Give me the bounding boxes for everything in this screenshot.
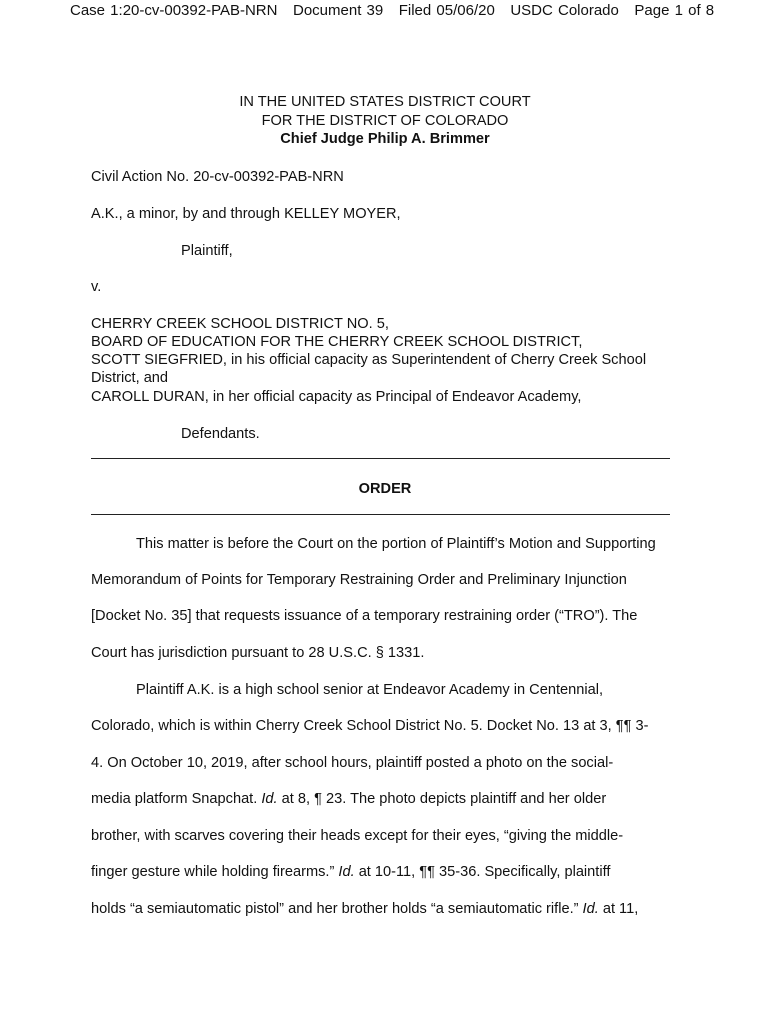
plaintiff-label: Plaintiff,	[181, 243, 233, 259]
divider-top	[91, 458, 670, 459]
civil-action-number: Civil Action No. 20-cv-00392-PAB-NRN	[91, 169, 344, 185]
judge-name: Chief Judge Philip A. Brimmer	[280, 131, 490, 147]
filed-date: Filed 05/06/20	[398, 2, 495, 19]
defendants-label: Defendants.	[181, 426, 260, 442]
body-line: This matter is before the Court on the portion of Plaintiff’s Motion and Supporting	[136, 536, 656, 552]
court-short: USDC Colorado	[510, 2, 619, 19]
body-text: media platform Snapchat.	[91, 791, 262, 807]
case-number: Case 1:20-cv-00392-PAB-NRN	[70, 2, 278, 19]
defendant-line: CHERRY CREEK SCHOOL DISTRICT NO. 5,	[91, 316, 389, 332]
versus: v.	[91, 279, 102, 295]
body-text: at 8, ¶ 23. The photo depicts plaintiff and her older	[277, 791, 607, 807]
body-line: [Docket No. 35] that requests issuance of a temporary restraining order (“TRO”). The	[91, 608, 638, 624]
plaintiff-name: A.K., a minor, by and through KELLEY MOYER,	[91, 206, 401, 222]
document-number: Document 39	[293, 2, 384, 19]
body-line	[91, 864, 683, 880]
body-text: at 10-11, ¶¶ 35-36. Specifically, plaintiff	[354, 864, 611, 880]
citation-id: Id.	[582, 901, 599, 917]
court-name-line2: FOR THE DISTRICT OF COLORADO	[261, 113, 509, 129]
defendant-line: District, and	[91, 370, 169, 386]
body-line	[91, 791, 683, 807]
defendant-line: BOARD OF EDUCATION FOR THE CHERRY CREEK SCHOOL DISTRICT,	[91, 334, 583, 350]
divider-bottom	[91, 514, 670, 515]
page-number: Page 1 of 8	[634, 2, 715, 19]
citation-id: Id.	[338, 864, 355, 880]
body-line: brother, with scarves covering their heads except for their eyes, “giving the middle-	[91, 828, 624, 844]
body-line	[91, 901, 683, 917]
body-line: Court has jurisdiction pursuant to 28 U.S.C. § 1331.	[91, 645, 425, 661]
body-line: Memorandum of Points for Temporary Restraining Order and Preliminary Injunction	[91, 572, 627, 588]
court-name-line1: IN THE UNITED STATES DISTRICT COURT	[239, 94, 531, 110]
body-line: Colorado, which is within Cherry Creek School District No. 5. Docket No. 13 at 3, ¶¶ 3-	[91, 718, 649, 734]
body-text: holds “a semiautomatic pistol” and her brother holds “a semiautomatic rifle.”	[91, 901, 583, 917]
document-header	[70, 2, 714, 20]
body-text: finger gesture while holding firearms.”	[91, 864, 339, 880]
defendant-line: SCOTT SIEGFRIED, in his official capacity as Superintendent of Cherry Creek School	[91, 352, 647, 368]
defendant-line: CAROLL DURAN, in her official capacity as Principal of Endeavor Academy,	[91, 389, 582, 405]
body-text: at 11,	[598, 901, 639, 917]
body-line: Plaintiff A.K. is a high school senior at Endeavor Academy in Centennial,	[136, 682, 604, 698]
order-title: ORDER	[358, 481, 412, 497]
citation-id: Id.	[261, 791, 278, 807]
body-line: 4. On October 10, 2019, after school hours, plaintiff posted a photo on the social-	[91, 755, 614, 771]
